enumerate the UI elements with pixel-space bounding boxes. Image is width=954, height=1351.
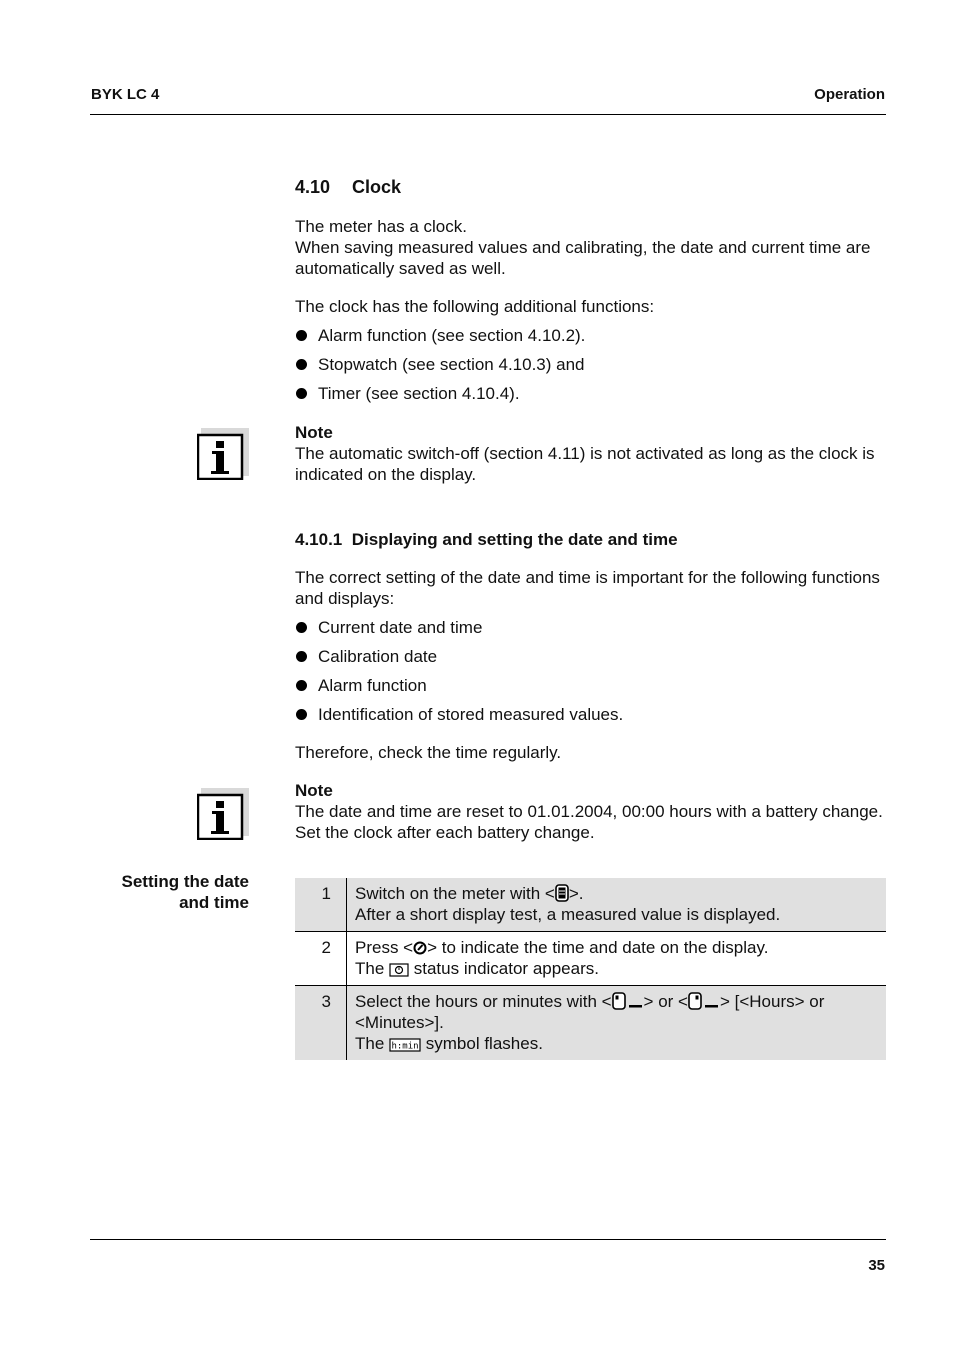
clock-key-icon [413, 940, 427, 956]
check-time-text: Therefore, check the time regularly. [295, 743, 562, 762]
bullet-icon [296, 709, 307, 720]
table-row [295, 986, 886, 1061]
page-number: 35 [868, 1257, 885, 1274]
note-2-title: Note [295, 781, 333, 800]
info-icon [197, 428, 249, 480]
minutes-key-icon [688, 992, 720, 1010]
steps-table [295, 878, 886, 1060]
power-key-icon [555, 884, 569, 902]
list-item: Alarm function [295, 675, 623, 704]
footer-rule [90, 1239, 886, 1240]
side-label: Setting the date and time [121, 872, 249, 912]
intro-line-1: The meter has a clock. [295, 217, 467, 236]
header-rule [90, 114, 886, 115]
functions-list [295, 325, 585, 412]
step-text: Press < > to indicate the time and date on the display. The status indicator appears. [347, 932, 887, 986]
section-title: Clock [352, 177, 402, 197]
bullet-icon [296, 651, 307, 662]
bullet-icon [296, 622, 307, 633]
h-min-symbol-icon [389, 1038, 421, 1052]
subsection-intro: The correct setting of the date and time is important for the following functions and displays: [295, 568, 880, 608]
step-text: Select the hours or minutes with < > or < > [<Hours> or <Minutes>]. The h:min symbol flashes. [347, 986, 887, 1061]
step-number: 1 [295, 878, 347, 932]
subsection-title: Displaying and setting the date and time [351, 530, 678, 549]
note-1 [295, 422, 890, 485]
section-intro [295, 216, 890, 279]
table-row [295, 878, 886, 932]
step-text: Switch on the meter with < >. After a short display test, a measured value is displayed. [347, 878, 887, 932]
h-min-label: h:min [391, 1041, 419, 1052]
note-1-title: Note [295, 423, 333, 442]
clock-status-icon [389, 963, 409, 977]
list-item: Alarm function (see section 4.10.2). [295, 325, 585, 354]
list-item: Identification of stored measured values. [295, 704, 623, 733]
subsection-number: 4.10.1 [295, 530, 343, 549]
note-1-text: The automatic switch-off (section 4.11) is not activated as long as the clock is indicated on the display. [295, 444, 875, 484]
note-2 [295, 780, 890, 843]
step-number: 2 [295, 932, 347, 986]
bullet-icon [296, 680, 307, 691]
display-items-list [295, 617, 623, 733]
list-item: Timer (see section 4.10.4). [295, 383, 585, 412]
bullet-icon [296, 330, 307, 341]
header-section: Operation [814, 86, 885, 103]
subsection-heading [295, 530, 678, 550]
section-number: 4.10 [295, 177, 331, 197]
header-title: BYK LC 4 [91, 86, 160, 103]
functions-intro: The clock has the following additional functions: [295, 297, 655, 316]
list-item: Stopwatch (see section 4.10.3) and [295, 354, 585, 383]
section-heading [295, 177, 401, 198]
step-number: 3 [295, 986, 347, 1061]
table-row [295, 932, 886, 986]
info-icon [197, 788, 249, 840]
list-item: Calibration date [295, 646, 623, 675]
bullet-icon [296, 359, 307, 370]
list-item: Current date and time [295, 617, 623, 646]
note-2-text: The date and time are reset to 01.01.2004, 00:00 hours with a battery change. Set the clock after each battery change. [295, 802, 883, 842]
bullet-icon [296, 388, 307, 399]
intro-line-2: When saving measured values and calibrating, the date and current time are automatically saved as well. [295, 238, 871, 278]
hours-key-icon [612, 992, 644, 1010]
